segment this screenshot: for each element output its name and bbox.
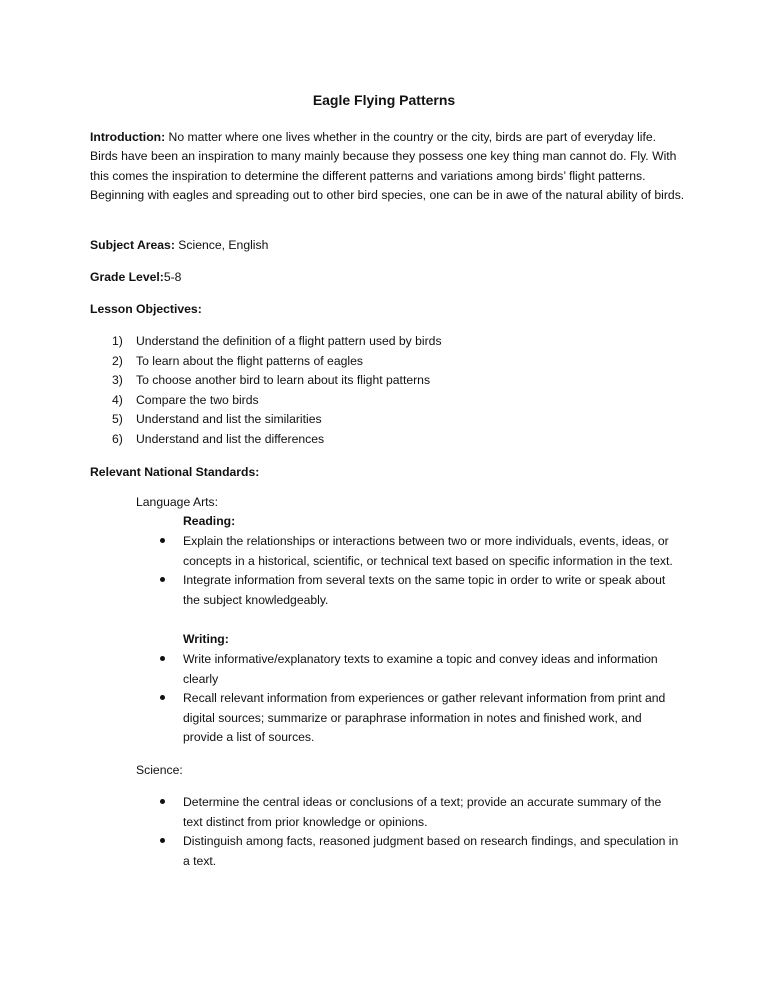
- list-item-text: To learn about the flight patterns of eagles: [136, 353, 363, 368]
- bullet-icon: [160, 695, 165, 700]
- list-item-text: Recall relevant information from experiences or gather relevant information from print and digital sources; summarize or paraphrase information in notes and finished work, and provide a list of sources.: [183, 691, 666, 745]
- grade-level-line: [90, 268, 181, 287]
- list-item: [90, 430, 442, 450]
- science-heading: Science:: [136, 763, 183, 777]
- list-item-text: Distinguish among facts, reasoned judgment based on research findings, and speculation in a text.: [183, 834, 679, 868]
- list-number: 1): [112, 334, 123, 348]
- reading-heading: Reading:: [183, 514, 236, 528]
- document-title: Eagle Flying Patterns: [312, 92, 456, 108]
- list-number: 4): [112, 392, 123, 407]
- list-item-text: Write informative/explanatory texts to examine a topic and convey ideas and information clearly: [183, 652, 658, 686]
- science-list: [155, 793, 680, 871]
- writing-list: [155, 650, 680, 748]
- introduction-text: No matter where one lives whether in the country or the city, birds are part of everyday life. Birds have been an inspiration to many mainly because they possess one key thing man cannot do. Fly. With this comes the inspiration to determine the different patterns and variations among birds’ flight patterns. Beginning with eagles and spreading out to other bird species, one can be in awe of the natural ability of birds.: [90, 130, 685, 203]
- list-item-text: Understand the definition of a flight pattern used by birds: [136, 334, 442, 348]
- grade-level-label: Grade Level:: [90, 270, 164, 284]
- list-item-text: Determine the central ideas or conclusions of a text; provide an accurate summary of the text distinct from prior knowledge or opinions.: [183, 795, 662, 829]
- list-item: [155, 571, 680, 610]
- bullet-icon: [160, 538, 165, 543]
- reading-list: [155, 532, 680, 610]
- introduction-paragraph: [90, 128, 685, 206]
- introduction-label: Introduction:: [90, 130, 166, 144]
- lesson-objectives-heading: Lesson Objectives:: [90, 302, 202, 316]
- list-item: [90, 371, 442, 391]
- grade-level-value: 5-8: [163, 270, 182, 284]
- list-item: [155, 650, 680, 689]
- list-number: 6): [112, 431, 123, 446]
- list-item: [155, 832, 680, 871]
- list-item: [90, 410, 442, 430]
- writing-heading: Writing:: [183, 632, 229, 646]
- list-item-text: Integrate information from several texts on the same topic in order to write or speak about the subject knowledgeably.: [183, 573, 666, 607]
- list-item: [90, 352, 442, 372]
- bullet-icon: [160, 838, 165, 843]
- list-item: [155, 532, 680, 571]
- list-number: 3): [112, 373, 123, 387]
- list-item: [90, 391, 442, 411]
- subject-areas-line: [90, 236, 268, 255]
- list-item: [155, 689, 680, 748]
- bullet-icon: [160, 577, 165, 582]
- standards-heading: Relevant National Standards:: [90, 465, 260, 479]
- list-item-text: Explain the relationships or interactions between two or more individuals, events, ideas, or concepts in a historical, scientific, or technical text based on specific information in the text.: [183, 534, 673, 568]
- bullet-icon: [160, 799, 165, 804]
- list-number: 2): [112, 353, 123, 368]
- subject-areas-value: Science, English: [178, 238, 269, 252]
- subject-areas-label: Subject Areas:: [90, 238, 175, 252]
- list-item: [155, 793, 680, 832]
- list-item-text: Compare the two birds: [136, 392, 259, 407]
- language-arts-heading: Language Arts:: [136, 495, 218, 509]
- list-item: [90, 332, 442, 352]
- list-item-text: Understand and list the differences: [136, 431, 325, 446]
- bullet-icon: [160, 656, 165, 661]
- list-item-text: To choose another bird to learn about its flight patterns: [136, 373, 431, 387]
- list-item-text: Understand and list the similarities: [136, 412, 322, 426]
- lesson-objectives-list: [90, 332, 442, 449]
- list-number: 5): [112, 412, 123, 426]
